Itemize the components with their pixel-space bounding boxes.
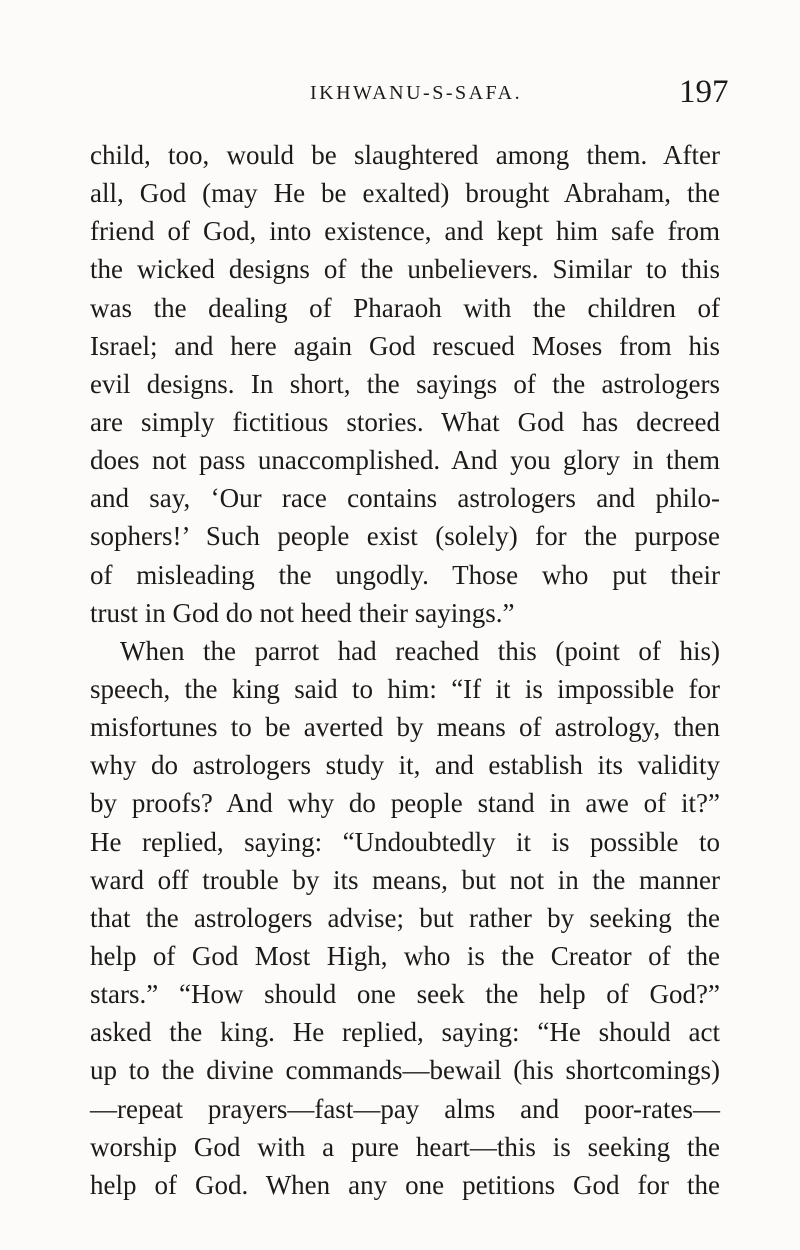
text-line: by proofs? And why do people stand in awe of it?” [90, 788, 720, 819]
text-line: He replied, saying: “Undoubtedly it is possible to [90, 826, 720, 857]
text-line: help of God Most High, who is the Creator of the [90, 940, 720, 971]
running-title: IKHWANU-S-SAFA. [310, 82, 523, 104]
text-line: Israel; and here again God rescued Moses from his [90, 330, 720, 361]
paragraph-start-line: When the parrot had reached this (point of his) [120, 635, 720, 666]
text-line: ward off trouble by its means, but not in the manner [90, 864, 720, 895]
text-line: misfortunes to be averted by means of astrology, then [90, 712, 720, 743]
text-line: does not pass unaccomplished. And you glory in them [90, 445, 720, 476]
text-line: trust in God do not heed their sayings.” [90, 597, 515, 628]
text-line: sophers!’ Such people exist (solely) for the purpose [90, 521, 720, 552]
body-text [90, 136, 720, 1204]
text-line: that the astrologers advise; but rather by seeking the [90, 902, 720, 933]
text-line: help of God. When any one petitions God for the [90, 1169, 720, 1200]
text-line: are simply fictitious stories. What God has decreed [90, 406, 720, 437]
text-line: worship God with a pure heart—this is seeking the [90, 1131, 720, 1162]
text-line: why do astrologers study it, and establish its validity [90, 750, 720, 781]
text-line: the wicked designs of the unbelievers. Similar to this [90, 254, 720, 285]
text-line: stars.” “How should one seek the help of God?” [90, 979, 720, 1010]
text-line: of misleading the ungodly. Those who put their [90, 559, 720, 590]
text-line: asked the king. He replied, saying: “He should act [90, 1017, 720, 1048]
running-head [0, 74, 800, 122]
text-line: up to the divine commands—bewail (his shortcomings) [90, 1055, 720, 1086]
text-line: and say, ‘Our race contains astrologers and philo- [90, 483, 720, 514]
text-line: child, too, would be slaughtered among them. After [90, 140, 720, 170]
text-line: all, God (may He be exalted) brought Abraham, the [90, 178, 720, 209]
text-line: friend of God, into existence, and kept him safe from [90, 216, 720, 247]
page-number: 197 [679, 74, 729, 110]
text-line: evil designs. In short, the sayings of the astrologers [90, 368, 720, 399]
text-line: was the dealing of Pharaoh with the children of [90, 292, 720, 323]
text-line: —repeat prayers—fast—pay alms and poor-rates— [90, 1093, 720, 1124]
text-line: speech, the king said to him: “If it is impossible for [90, 673, 720, 704]
